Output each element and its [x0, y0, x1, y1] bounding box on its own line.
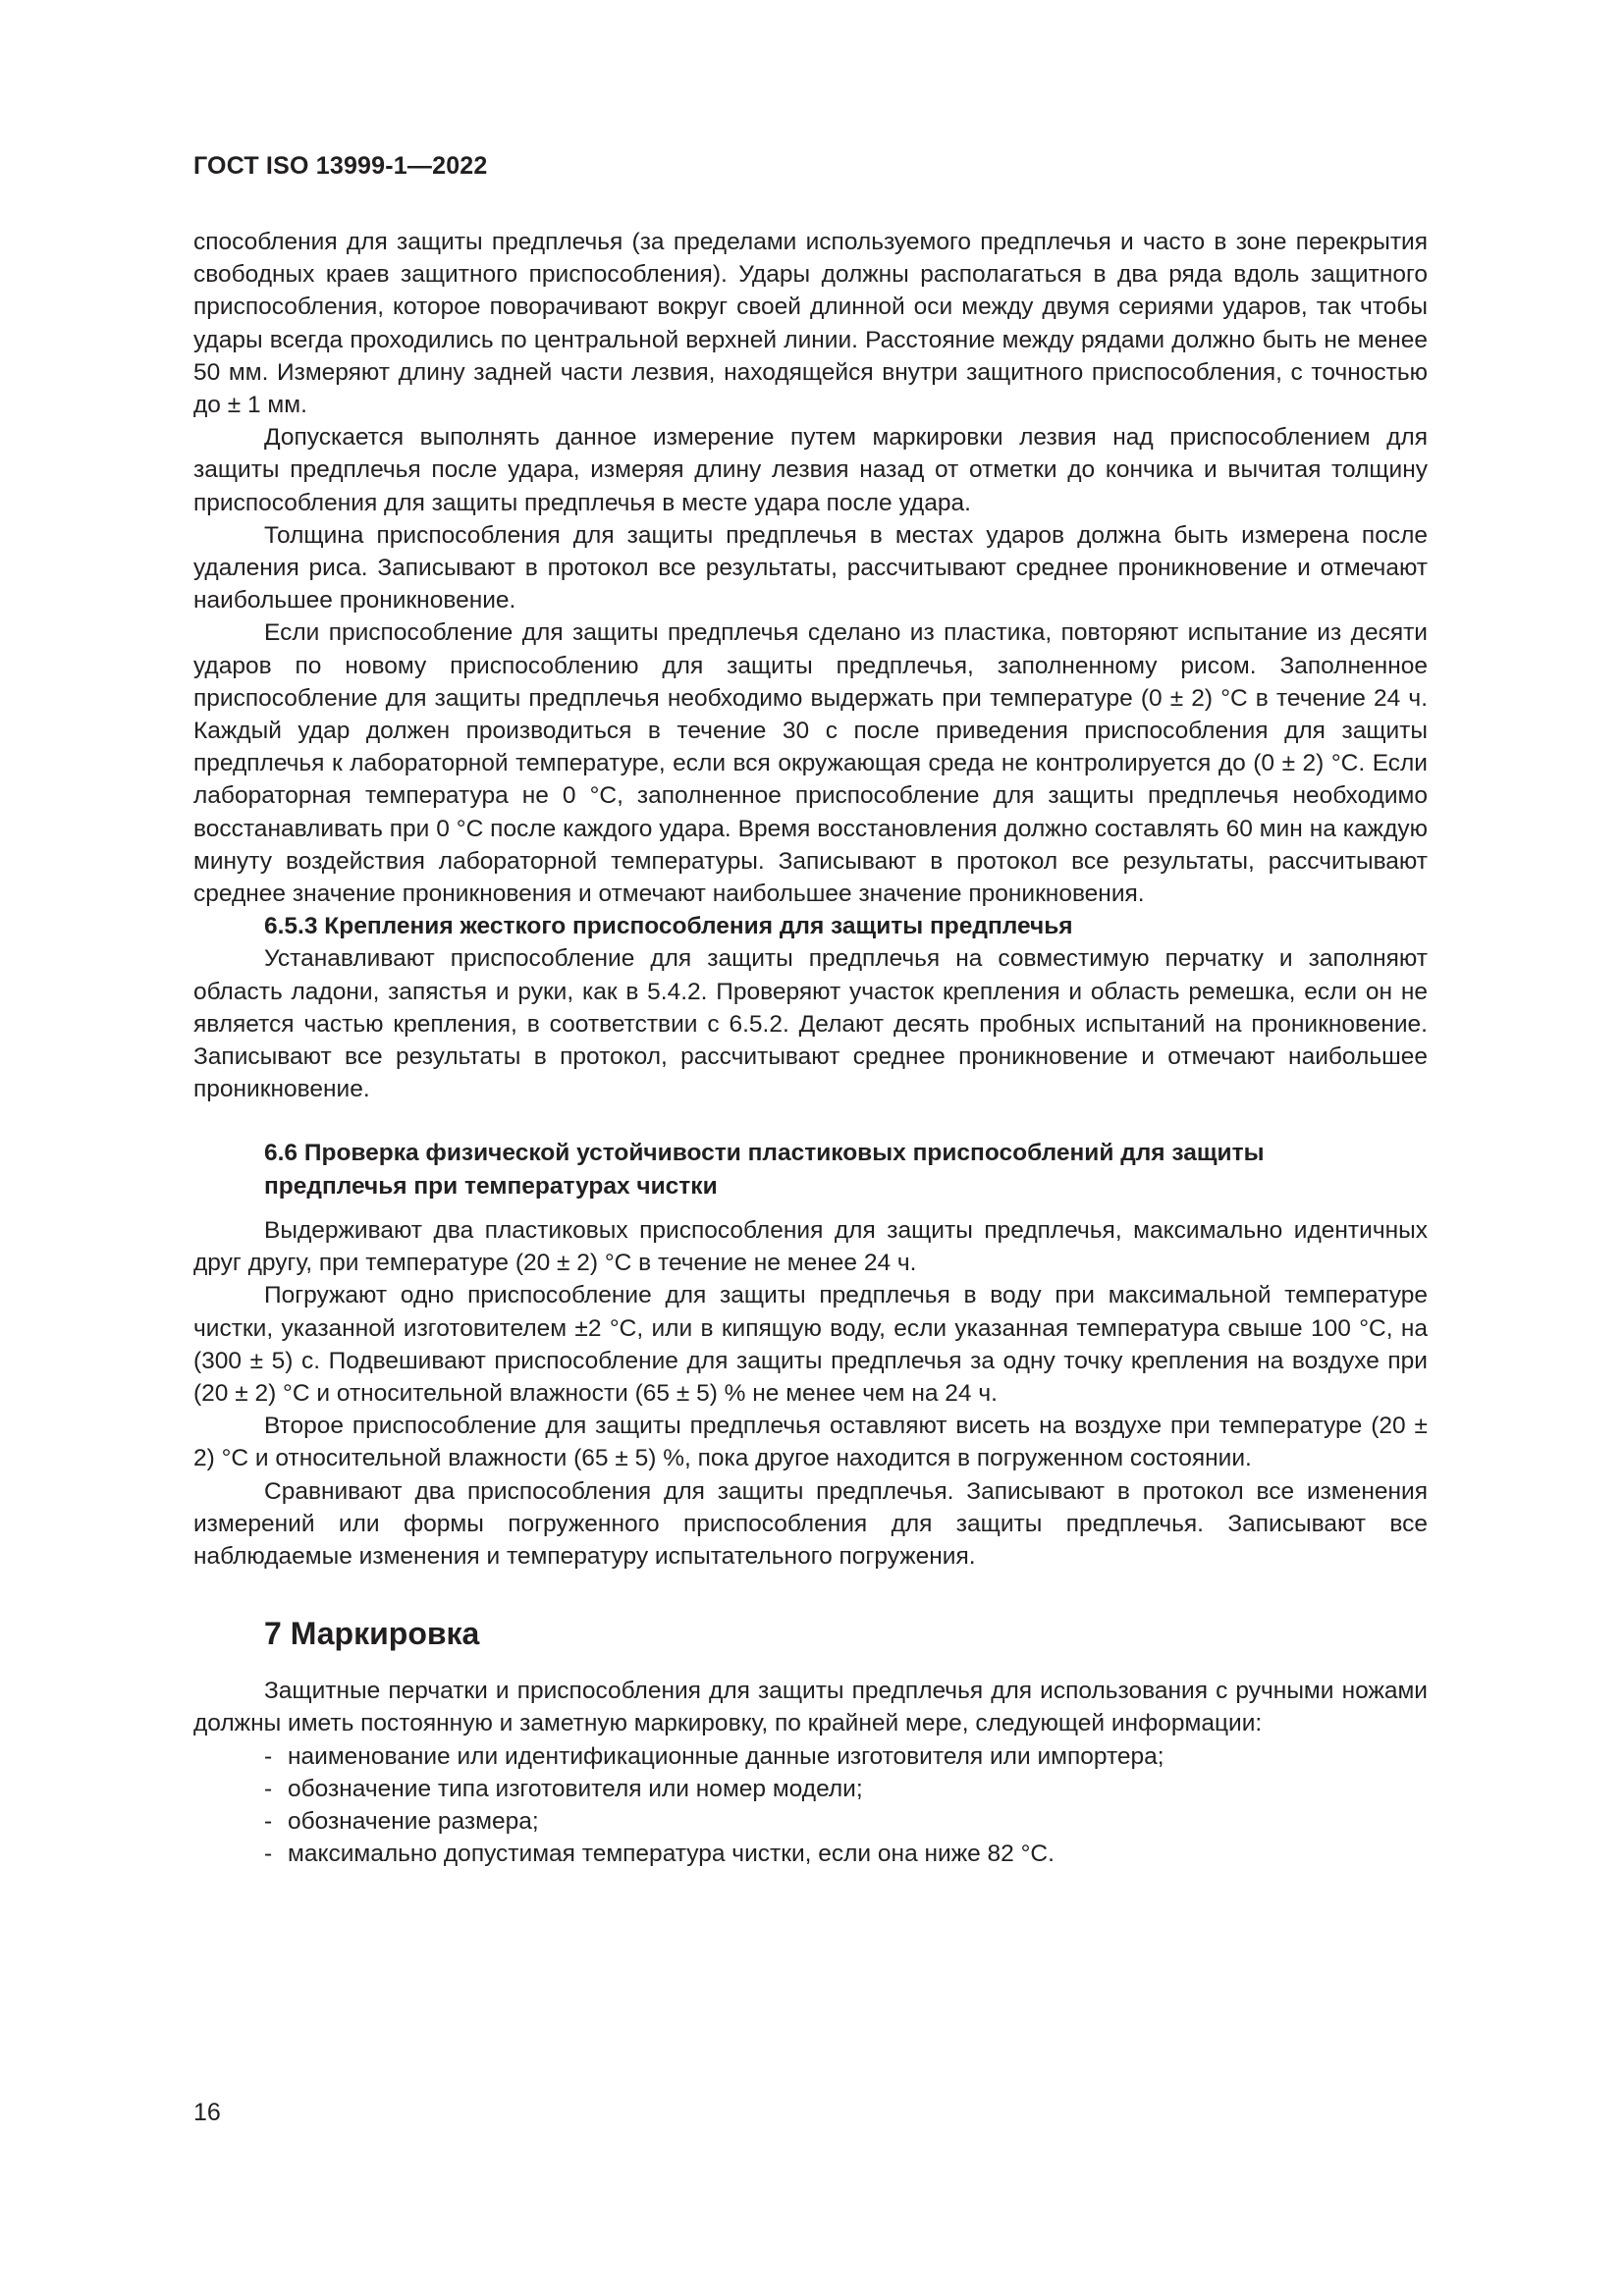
- paragraph: Выдерживают два пластиковых приспособления для защиты предплечья, максимально идентичных друг другу, при температуре (20 ± 2) °С в течение не менее 24 ч.: [193, 1216, 1428, 1277]
- paragraph: Допускается выполнять данное измерение путем маркировки лезвия над приспособлением для защиты предплечья после удара, измеряя длину лезвия назад от отметки до кончика и вычитая толщину приспособления для защиты предплечья в месте удара после удара.: [193, 424, 1428, 516]
- paragraph: Если приспособление для защиты предплечья сделано из пластика, повторяют испытание из десяти ударов по новому приспособлению для защиты предплечья, заполненному рисом. Заполненное приспособление для защиты предплечья необходимо выдержать при температуре (0 ± 2) °С в течение 24 ч. Каждый удар должен производиться в течение 30 с после приведения приспособления для защиты предплечья к лабораторной температуре, если вся окружающая среда не контролируется до (0 ± 2) °С. Если лабораторная температура не 0 °С, заполненное приспособление для защиты предплечья необходимо восстанавливать при 0 °С после каждого удара. Время восстановления должно составлять 60 мин на каждую минуту воздействия лабораторной температуры. Записывают в протокол все результаты, рассчитывают среднее значение проникновения и отмечают наибольшее значение проникновения.: [193, 619, 1428, 908]
- paragraph: Погружают одно приспособление для защиты предплечья в воду при максимальной температуре чистки, указанной изготовителем ±2 °С, или в кипящую воду, если указанная температура свыше 100 °С, на (300 ± 5) с. Подвешивают приспособление для защиты предплечья за одну точку крепления на воздухе при (20 ± 2) °С и относительной влажности (65 ± 5) % не менее чем на 24 ч.: [193, 1282, 1428, 1407]
- paragraph: Устанавливают приспособление для защиты предплечья на совместимую перчатку и заполняют область ладони, запястья и руки, как в 5.4.2. Проверяют участок крепления и область ремешка, если он не является частью крепления, в соответствии с 6.5.2. Делают десять пробных испытаний на проникновение. Записывают все результаты в протокол, рассчитывают среднее проникновение и отмечают наибольшее проникновение.: [193, 945, 1428, 1103]
- list-item-text: обозначение размера;: [288, 1807, 539, 1835]
- section-heading-6-5-3: 6.5.3 Крепления жесткого приспособления для защиты предплечья: [264, 913, 1073, 940]
- list-item: [264, 1838, 1428, 1870]
- list-dash: -: [264, 1841, 273, 1868]
- paragraph: Сравнивают два приспособления для защиты предплечья. Записывают в протокол все изменения измерений или формы погруженного приспособления для защиты предплечья. Записывают все наблюдаемые изменения и температуру испытательного погружения.: [193, 1477, 1428, 1570]
- paragraph: Второе приспособление для защиты предплечья оставляют висеть на воздухе при температуре (20 ± 2) °С и относительной влажности (65 ± 5) %, пока другое находится в погруженном состоянии.: [193, 1413, 1428, 1472]
- marking-list: [193, 1740, 1428, 1871]
- section-heading-7: 7 Маркировка: [264, 1616, 480, 1652]
- list-dash: -: [264, 1742, 273, 1770]
- list-dash: -: [264, 1807, 273, 1835]
- list-item: [264, 1773, 1428, 1805]
- document-header: ГОСТ ISO 13999-1—2022: [193, 152, 488, 180]
- section-heading-6-6-line1: 6.6 Проверка физической устойчивости пластиковых приспособлений для защиты: [264, 1140, 1265, 1167]
- paragraph: Толщина приспособления для защиты предплечья в местах ударов должна быть измерена после удаления риса. Записывают в протокол все результаты, рассчитывают среднее проникновение и отмечают наибольшее проникновение.: [193, 521, 1428, 614]
- list-dash: -: [264, 1775, 273, 1802]
- list-item: [264, 1740, 1428, 1773]
- list-item: [264, 1805, 1428, 1838]
- document-body: [193, 226, 1428, 1870]
- section-heading-6-6-line2: предплечья при температурах чистки: [264, 1172, 718, 1200]
- page-number: 16: [193, 2099, 221, 2126]
- section-heading-6-6: [193, 1137, 1428, 1201]
- list-item-text: обозначение типа изготовителя или номер модели;: [288, 1775, 863, 1802]
- list-item-text: максимально допустимая температура чистки, если она ниже 82 °С.: [288, 1841, 1055, 1868]
- list-item-text: наименование или идентификационные данные изготовителя или импортера;: [288, 1742, 1164, 1770]
- paragraph: способления для защиты предплечья (за пределами используемого предплечья и часто в зоне перекрытия свободных краев защитного приспособления). Удары должны располагаться в два ряда вдоль защитного приспособления, которое поворачивают вокруг своей длинной оси между двумя сериями ударов, так чтобы удары всегда проходились по центральной верхней линии. Расстояние между рядами должно быть не менее 50 мм. Измеряют длину задней части лезвия, находящейся внутри защитного приспособления, с точностью до ± 1 мм.: [193, 229, 1428, 419]
- paragraph: Защитные перчатки и приспособления для защиты предплечья для использования с ручными ножами должны иметь постоянную и заметную маркировку, по крайней мере, следующей информации:: [193, 1678, 1428, 1737]
